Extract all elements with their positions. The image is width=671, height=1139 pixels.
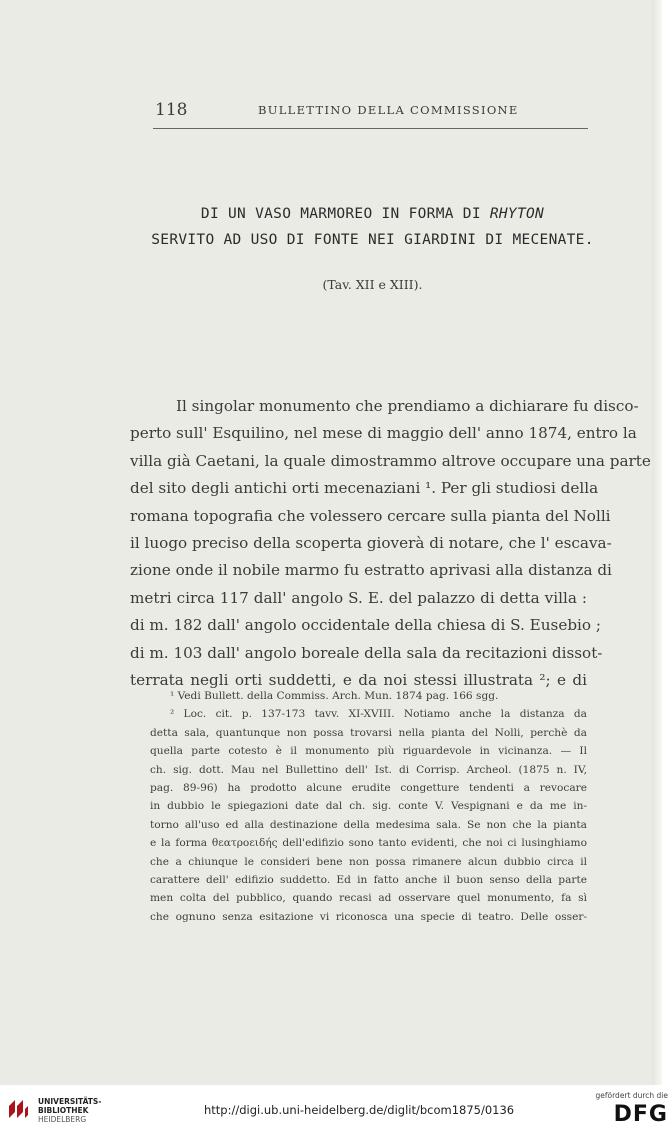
page-number: 118 [155,100,188,120]
article-title-line-1 [145,206,600,222]
library-line-1: UNIVERSITÄTS- [38,1097,102,1106]
footnote-line: e la forma θεατροειδής dell'edifizio sono tanto evidenti, che noi ci lusinghiamo [150,837,587,850]
running-head-title: BULLETTINO DELLA COMMISSIONE [258,103,519,117]
article-title-line-2: SERVITO AD USO DI FONTE NEI GIARDINI DI MECENATE. [151,232,594,248]
footnote-line: che ognuno senza esitazione vi riconosca una specie di teatro. Delle osser- [150,910,587,923]
body-line: zione onde il nobile marmo fu estratto aprivasi alla distanza di [130,561,612,580]
footnote-line: che a chiunque le consideri bene non possa rimanere alcun dubbio circa il [150,855,587,868]
university-logo-icon [6,1097,30,1121]
footnote-line: pag. 89-96) ha prodotto alcune erudite congetture tendenti a revocare [150,781,587,794]
body-line: di m. 182 dall' angolo occidentale della chiesa di S. Eusebio ; [130,616,601,635]
footnote-line: torno all'uso ed alla destinazione della medesima sala. Se non che la pianta [150,818,587,831]
library-line-2: BIBLIOTHEK [38,1106,89,1115]
footnote-line: carattere dell' edifizio suddetto. Ed in fatto anche il buon senso della parte [150,873,587,886]
title-prefix: DI UN VASO MARMOREO IN FORMA DI [200,206,481,222]
title-italic-word: RHYTON [489,206,545,222]
body-line: il luogo preciso della scoperta gioverà di notare, che l' escava- [130,533,612,552]
body-line: romana topografia che volessero cercare sulla pianta del Nolli [130,506,611,525]
body-line: Il singolar monumento che prendiamo a dichiarare fu disco- [176,397,639,415]
header-rule [153,128,588,129]
body-line: villa già Caetani, la quale dimostrammo altrove occupare una parte [130,451,651,470]
body-line: metri circa 117 dall' angolo S. E. del palazzo di detta villa : [130,588,587,607]
footnote-line: ¹ Vedi Bullett. della Commiss. Arch. Mun. 1874 pag. 166 sgg. [170,690,499,702]
library-line-3: HEIDELBERG [38,1115,87,1124]
funded-by-text: gefördert durch die [595,1091,668,1100]
body-line: perto sull' Esquilino, nel mese di maggio dell' anno 1874, entro la [130,424,637,443]
library-name [38,1097,101,1124]
footnote-line: in dubbio le spiegazioni date dal ch. sig. conte V. Vespignani e da me in- [150,800,587,813]
footnotes [150,687,587,926]
footnote-line: ² Loc. cit. p. 137-173 tavv. XI-XVIII. Notiamo anche la distanza da [170,708,587,721]
dfg-funding [594,1091,668,1127]
body-text [130,393,651,694]
viewer-footer [0,1085,671,1139]
footnote-line: detta sala, quantunque non possa trovarsi nella pianta del Nolli, perchè da [150,726,587,739]
footnote-line: quella parte cotesto è il monumento più riguardevole in vicinanza. — Il [150,745,587,758]
footnote-line: men colta del pubblico, quando recasi ad osservare quel monumento, fa sì [150,892,587,905]
body-line: terrata negli orti suddetti, e da noi stessi illustrata ²; e di [130,670,587,689]
body-line: del sito degli antichi orti mecenaziani ¹. Per gli studiosi della [130,479,599,498]
footnote-line: ch. sig. dott. Mau nel Bullettino dell' Ist. di Corrisp. Archeol. (1875 n. IV, [150,763,587,776]
plates-reference: (Tav. XII e XIII). [322,277,423,292]
dfg-logo: DFG [613,1102,668,1127]
body-line: di m. 103 dall' angolo boreale della sala da recitazioni dissot- [130,643,603,662]
permalink-url[interactable]: http://digi.ub.uni-heidelberg.de/diglit/bcom1875/0136 [204,1103,515,1117]
running-header [155,100,590,120]
